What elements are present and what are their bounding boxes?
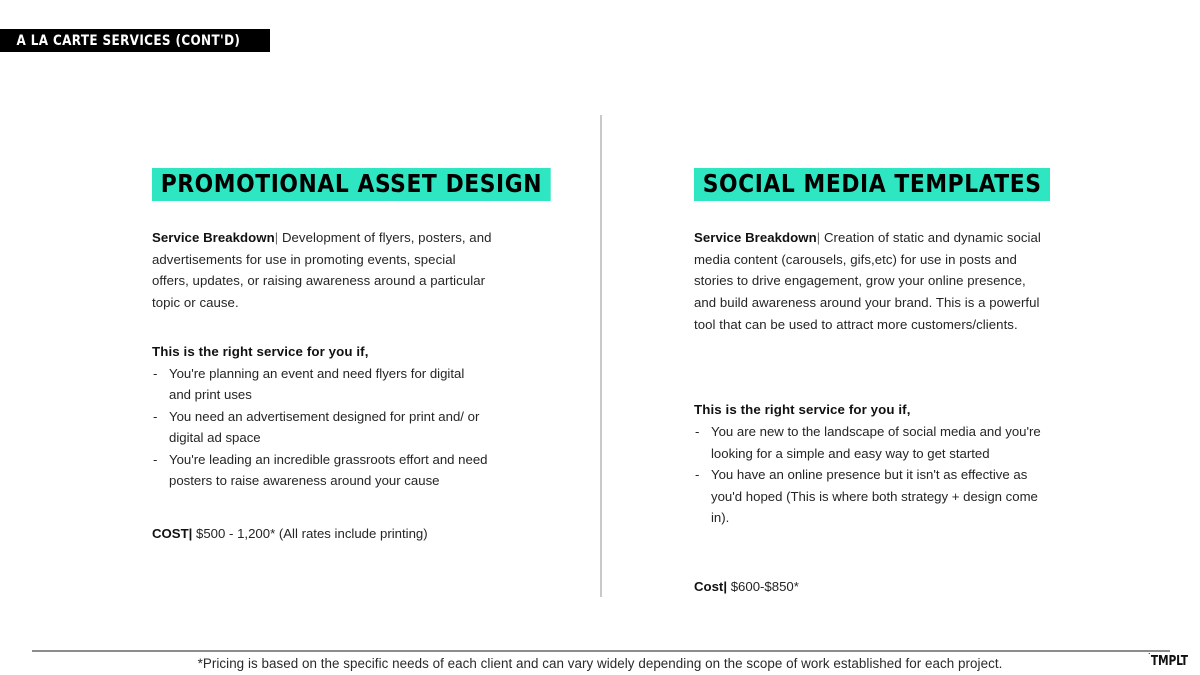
service-cost [152,524,552,544]
label-separator: | [723,578,728,594]
logo-wordmark: TMPLT [1150,653,1188,669]
service-card-social-media-templates [694,168,1094,597]
list-item-text: You need an advertisement designed for print and/ or digital ad space [169,408,480,446]
list-item [152,363,488,406]
service-breakdown-label: Service Breakdown [694,230,817,246]
list-item [152,406,488,449]
list-item-text: You have an online presence but it isn't as effective as you'd hoped (This is where both strategy + design come in). [711,467,1038,526]
service-breakdown-label: Service Breakdown [152,230,275,246]
service-cost-label: Cost [694,578,724,594]
service-qualifier-list [152,363,488,492]
service-cost-label: COST [152,525,189,541]
bullet-dash-icon: - [695,424,700,440]
footer-pricing-note: *Pricing is based on the specific needs of each client and can vary widely depending on the scope of work established for each project. [197,656,1003,671]
service-qualifier-heading: This is the right service for you if, [694,402,911,418]
list-item [694,464,1046,529]
service-title: PROMOTIONAL ASSET DESIGN [152,168,551,201]
list-item-text: You're planning an event and need flyers for digital and print uses [169,365,465,403]
service-card-promotional-asset-design [152,168,552,544]
service-breakdown [694,227,1042,335]
service-cost-value: $500 - 1,200* (All rates include printing) [196,525,428,541]
service-breakdown-text: Creation of static and dynamic social media content (carousels, gifs,etc) for use in posts and stories to drive engagement, grow your online presence, and build awareness around your brand. This is a powerful tool that can be used to attract more customers/clients. [694,230,1041,332]
brand-logo [1148,653,1188,669]
list-item-text: You are new to the landscape of social media and you're looking for a simple and easy way to get started [711,424,1041,461]
service-qualifier-heading: This is the right service for you if, [152,343,369,359]
service-cost [694,577,1094,597]
footer-divider [32,650,1170,652]
bullet-dash-icon: - [153,451,158,467]
column-divider [600,115,602,597]
bullet-dash-icon: - [153,408,158,424]
list-item-text: You're leading an incredible grassroots effort and need posters to raise awareness around your cause [169,451,488,489]
logo-tick-icon: ˙ [1147,653,1151,663]
service-breakdown-text: Development of flyers, posters, and advertisements for use in promoting events, special offers, updates, or raising awareness around a particular topic or cause. [152,230,492,311]
label-separator: | [188,525,193,541]
page-title: A LA CARTE SERVICES (CONT'D) [16,32,241,49]
service-title: SOCIAL MEDIA TEMPLATES [694,168,1050,201]
service-qualifier-list [694,421,1046,529]
list-item [694,421,1046,464]
bullet-dash-icon: - [153,365,158,381]
service-cost-value: $600-$850* [730,578,799,594]
list-item [152,449,488,492]
label-separator: | [816,230,821,246]
page-header-bar [0,29,270,52]
bullet-dash-icon: - [695,467,700,483]
service-breakdown [152,227,492,313]
label-separator: | [274,230,279,246]
